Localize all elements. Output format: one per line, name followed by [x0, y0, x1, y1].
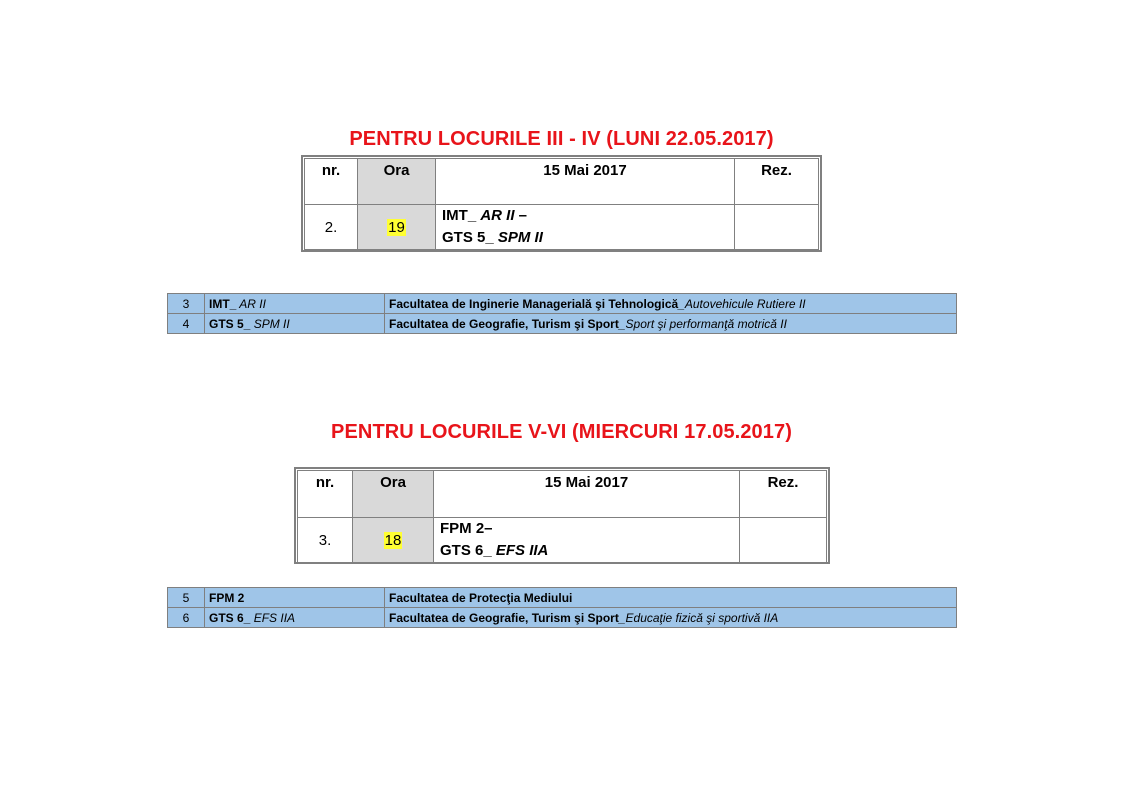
- legend-faculty: Facultatea de Geografie, Turism şi Sport_Sport şi performanţă motrică II: [385, 314, 957, 334]
- legend-code: IMT_ AR II: [205, 294, 385, 314]
- table-row: [298, 518, 827, 563]
- legend-faculty: Facultatea de Geografie, Turism şi Sport_Educaţie fizică şi sportivă IIA: [385, 608, 957, 628]
- row-rez: [735, 205, 819, 250]
- legend-code: GTS 5_ SPM II: [205, 314, 385, 334]
- legend-table: [167, 587, 957, 628]
- header-date: 15 Mai 2017: [434, 471, 740, 518]
- row-ora-highlight: 18: [384, 531, 402, 549]
- entry-line-1: [442, 205, 734, 227]
- header-nr: nr.: [298, 471, 353, 518]
- entry-code: IMT_: [442, 207, 477, 224]
- entry-dash: –: [514, 207, 528, 224]
- legend-code: GTS 6_ EFS IIA: [205, 608, 385, 628]
- entry-spec: SPM II: [497, 229, 543, 246]
- legend-faculty: Facultatea de Protecţia Mediului: [385, 588, 957, 608]
- header-ora: Ora: [353, 471, 434, 518]
- header-ora: Ora: [358, 159, 436, 205]
- header-nr: nr.: [305, 159, 358, 205]
- entry-spec: EFS IIA: [495, 542, 549, 559]
- row-entry: [436, 205, 735, 250]
- row-rez: [740, 518, 827, 563]
- row-entry: [434, 518, 740, 563]
- row-ora-cell: [353, 518, 434, 563]
- entry-code: FPM 2–: [440, 520, 493, 537]
- schedule-table: [294, 467, 830, 564]
- row-nr: 3.: [298, 518, 353, 563]
- legend-number: 3: [168, 294, 205, 314]
- entry-code: GTS 5_: [442, 229, 494, 246]
- section-title: PENTRU LOCURILE V-VI (MIERCURI 17.05.2017): [331, 421, 792, 443]
- row-ora-cell: [358, 205, 436, 250]
- legend-row: [168, 608, 957, 628]
- legend-number: 4: [168, 314, 205, 334]
- legend-row: [168, 294, 957, 314]
- entry-line-1: [440, 518, 739, 540]
- header-rez: Rez.: [735, 159, 819, 205]
- legend-table: [167, 293, 957, 334]
- legend-faculty: Facultatea de Inginerie Managerială şi Tehnologică_Autovehicule Rutiere II: [385, 294, 957, 314]
- row-ora-highlight: 19: [388, 218, 405, 236]
- entry-spec: AR II: [480, 207, 515, 224]
- table-row: [305, 205, 819, 250]
- table-header-row: [305, 159, 819, 205]
- legend-number: 6: [168, 608, 205, 628]
- entry-line-2: [442, 227, 734, 249]
- header-rez: Rez.: [740, 471, 827, 518]
- legend-code: FPM 2: [205, 588, 385, 608]
- legend-row: [168, 314, 957, 334]
- header-date: 15 Mai 2017: [436, 159, 735, 205]
- schedule-table: [301, 155, 822, 252]
- entry-code: GTS 6_: [440, 542, 492, 559]
- legend-number: 5: [168, 588, 205, 608]
- section-title: PENTRU LOCURILE III - IV (LUNI 22.05.2017): [349, 128, 774, 150]
- row-nr: 2.: [305, 205, 358, 250]
- table-header-row: [298, 471, 827, 518]
- legend-row: [168, 588, 957, 608]
- entry-line-2: [440, 540, 739, 562]
